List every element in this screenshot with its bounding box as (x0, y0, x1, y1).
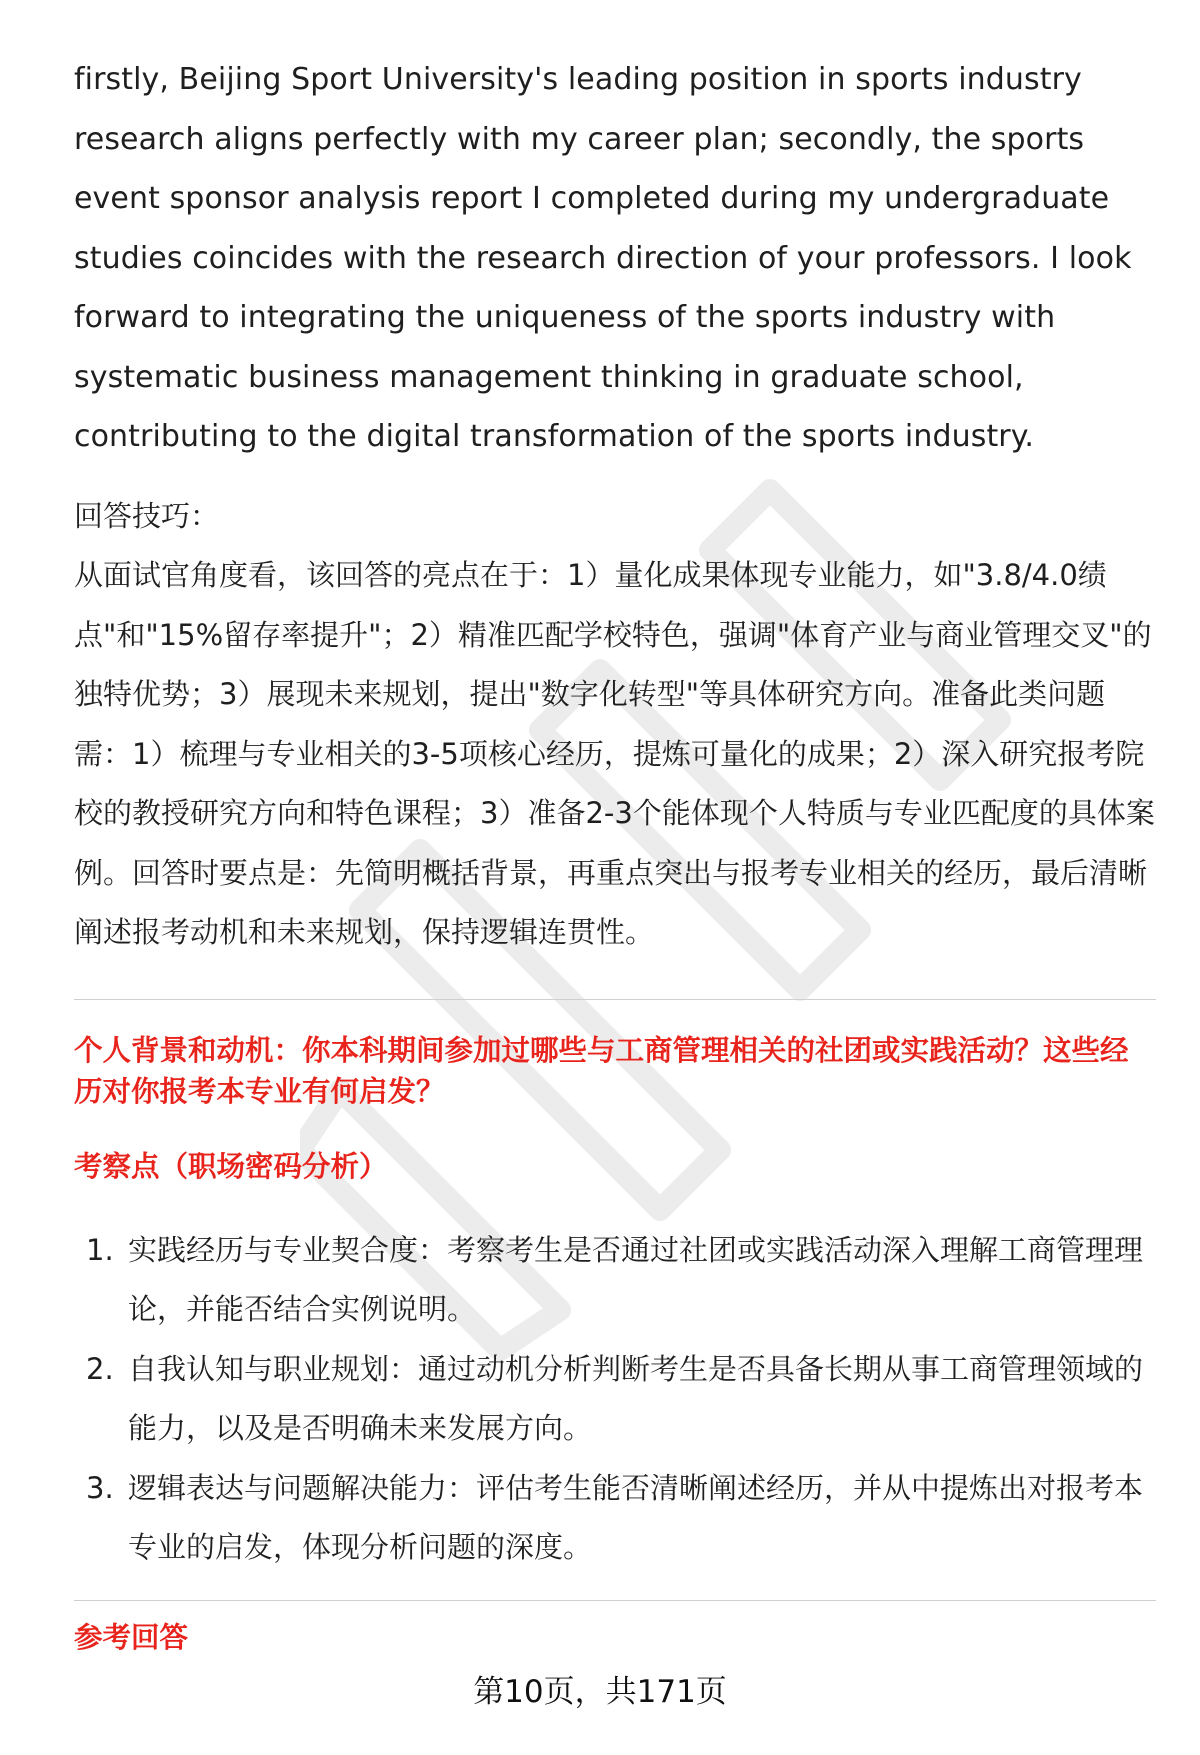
analysis-heading: 考察点（职场密码分析） (74, 1149, 388, 1183)
question-heading: 个人背景和动机：你本科期间参加过哪些与工商管理相关的社团或实践活动？这些经历对你报考本专业有何启发？ (74, 1033, 1129, 1108)
analysis-points-list (74, 1221, 1156, 1578)
list-item-number: 2. (86, 1351, 114, 1386)
list-item-text: 逻辑表达与问题解决能力：评估考生能否清晰阐述经历，并从中提炼出对报考本专业的启发，体现分析问题的深度。 (128, 1470, 1144, 1564)
tips-body: 从面试官角度看，该回答的亮点在于：1）量化成果体现专业能力，如"3.8/4.0绩点"和"15%留存率提升"；2）精准匹配学校特色，强调"体育产业与商业管理交叉"的独特优势；3）展现未来规划，提出"数字化转型"等具体研究方向。准备此类问题需：1）梳理与专业相关的3-5项核心经历，提炼可量化的成果；2）深入研究报考院校的教授研究方向和特色课程；3）准备2-3个能体现个人特质与专业匹配度的具体案例。回答时要点是：先简明概括背景，再重点突出与报考专业相关的经历，最后清晰阐述报考动机和未来规划，保持逻辑连贯性。 (74, 558, 1155, 949)
list-item-text: 实践经历与专业契合度：考察考生是否通过社团或实践活动深入理解工商管理理论，并能否结合实例说明。 (128, 1232, 1144, 1326)
tips-label: 回答技巧： (74, 498, 220, 533)
list-item-text: 自我认知与职业规划：通过动机分析判断考生是否具备长期从事工商管理领域的能力，以及是否明确未来发展方向。 (128, 1351, 1144, 1445)
list-item-number: 3. (86, 1470, 114, 1505)
list-item-number: 1. (86, 1232, 114, 1267)
list-item (74, 1459, 1156, 1578)
list-item (74, 1221, 1156, 1340)
list-item (74, 1340, 1156, 1459)
intro-paragraph: firstly, Beijing Sport University's leading position in sports industry research aligns perfectly with my career plan; secondly, the sports event sponsor analysis report I completed during my undergraduate studies coincides with the research direction of your professors. I look forward to integrating the uniqueness of the sports industry with systematic business management thinking in graduate school, contributing to the digital transformation of the sports industry. (74, 62, 1132, 454)
section-divider (74, 999, 1156, 1000)
reference-answer-heading: 参考回答 (74, 1620, 189, 1654)
section-divider (74, 1600, 1156, 1601)
document-page (74, 50, 1156, 1658)
page-footer: 第10页，共171页 (473, 1674, 727, 1710)
